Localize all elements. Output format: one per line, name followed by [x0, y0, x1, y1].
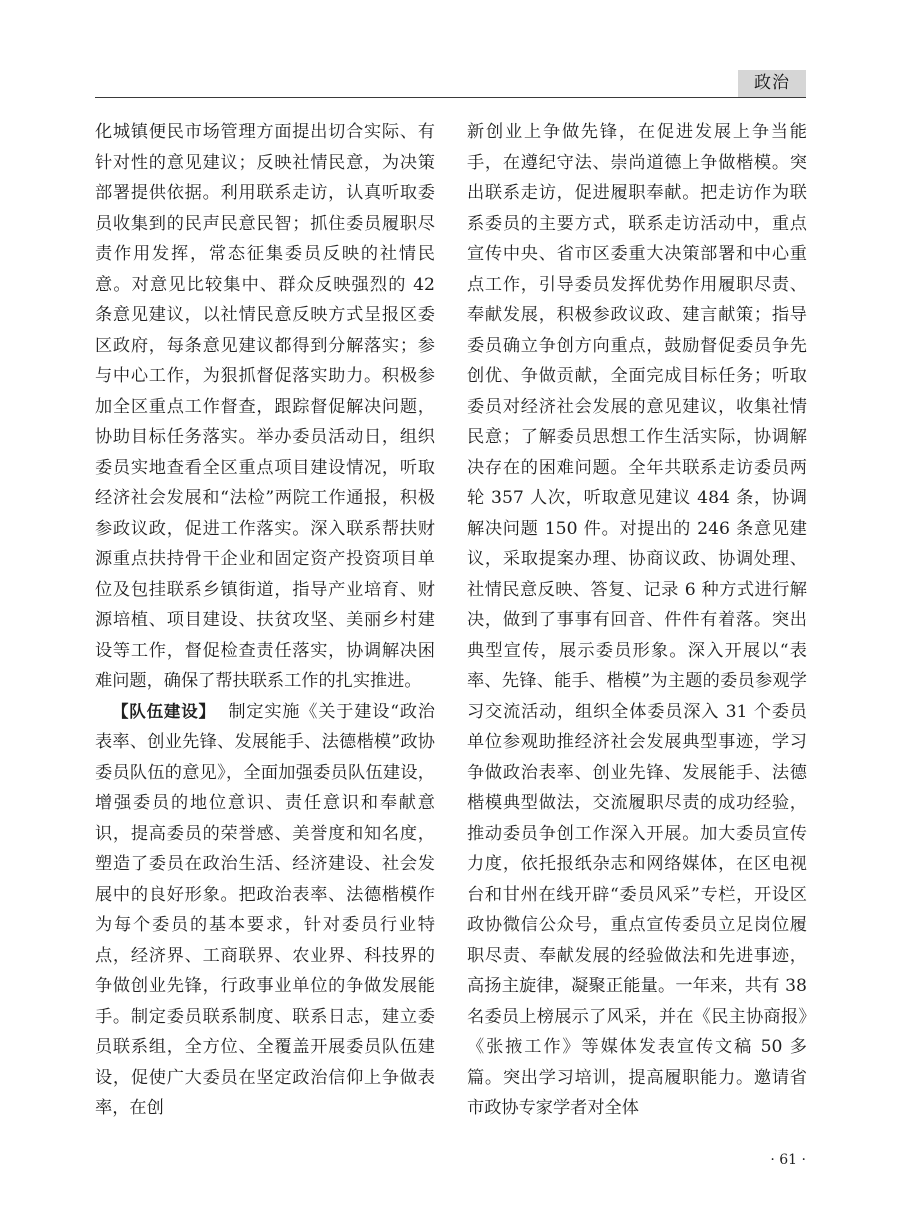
paragraph-text: 制定实施《关于建设“政治表率、创业先锋、发展能手、法德楷模”政协委员队伍的意见》，全面加强委员队伍建设，增强委员的地位意识、责任意识和奉献意识，提高委员的荣誉感、美誉度和知名度，塑造了委员在政治生活、经济建设、社会发展中的良好形象。把政治表率、法德楷模作为每个委员的基本要求，针对委员行业特点，经济界、工商联界、农业界、科技界的争做创业先锋，行政事业单位的争做发展能手。制定委员联系制度、联系日志，建立委员联系组，全方位、全覆盖开展委员队伍建设，促使广大委员在坚定政治信仰上争做表率，在创 [95, 701, 435, 1118]
page-number: · 61 · [770, 1152, 806, 1168]
section-heading: 【队伍建设】 [112, 701, 216, 721]
paragraph: 新创业上争做先锋，在促进发展上争当能手，在遵纪守法、崇尚道德上争做楷模。突出联系走访，促进履职奉献。把走访作为联系委员的主要方式，联系走访活动中，重点宣传中央、省市区委重大决策部署和中心重点工作，引导委员发挥优势作用履职尽责、奉献发展，积极参政议政、建言献策；指导委员确立争创方向重点，鼓励督促委员争先创优、争做贡献，全面完成目标任务；听取委员对经济社会发展的意见建议，收集社情民意；了解委员思想工作生活实际，协调解决存在的困难问题。全年共联系走访委员两轮 357 人次，听取意见建议 484 条，协调解决问题 150 件。对提出的 246 条意见建议，采取提案办理、协商议政、协调处理、社情民意反映、答复、记录 6 种方式进行解决，做到了事事有回音、件件有着落。突出典型宣传，展示委员形象。深入开展以“表率、先锋、能手、楷模”为主题的委员参观学习交流活动，组织全体委员深入 31 个委员单位参观助推经济社会发展典型事迹，学习争做政治表率、创业先锋、发展能手、法德楷模典型做法，交流履职尽责的成功经验，推动委员争创工作深入开展。加大委员宣传力度，依托报纸杂志和网络媒体，在区电视台和甘州在线开辟“委员风采”专栏，开设区政协微信公众号，重点宣传委员立足岗位履职尽责、奉献发展的经验做法和先进事迹，高扬主旋律，凝聚正能量。一年来，共有 38 名委员上榜展示了风采，并在《民主协商报》《张掖工作》等媒体发表宣传文稿 50 多篇。突出学习培训，提高履职能力。邀请省市政协专家学者对全体 [467, 122, 807, 1118]
right-column [467, 117, 807, 1124]
left-column [95, 117, 435, 1124]
paragraph: 化城镇便民市场管理方面提出切合实际、有针对性的意见建议；反映社情民意，为决策部署提供依据。利用联系走访，认真听取委员收集到的民声民意民智；抓住委员履职尽责作用发挥，常态征集委员反映的社情民意。对意见比较集中、群众反映强烈的 42 条意见建议，以社情民意反映方式呈报区委区政府，每条意见建议都得到分解落实；参与中心工作，为狠抓督促落实助力。积极参加全区重点工作督查，跟踪督促解决问题，协助目标任务落实。举办委员活动日，组织委员实地查看全区重点项目建设情况，听取经济社会发展和“法检”两院工作通报，积极参政议政，促进工作落实。深入联系帮扶财源重点扶持骨干企业和固定资产投资项目单位及包挂联系乡镇街道，指导产业培育、财源培植、项目建设、扶贫攻坚、美丽乡村建设等工作，督促检查责任落实，协调解决困难问题，确保了帮扶联系工作的扎实推进。 [95, 122, 435, 691]
section-tag: 政治 [738, 70, 806, 97]
paragraph-team-building [95, 697, 435, 1124]
header-rule [95, 97, 806, 98]
